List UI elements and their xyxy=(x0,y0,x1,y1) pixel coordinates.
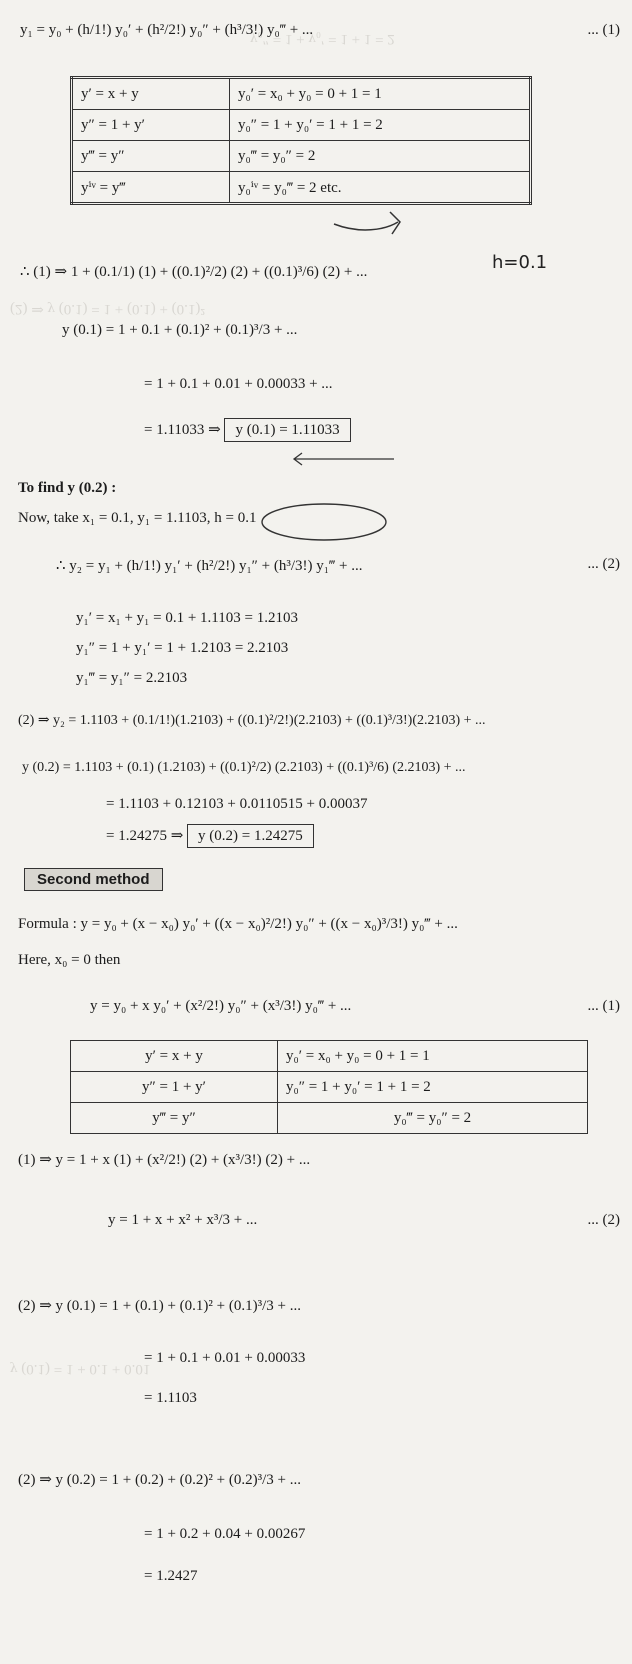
second-step-1: (1) ⇒ y = 1 + x (1) + (x²/2!) (2) + (x³/3!) (2) + ... xyxy=(18,1152,311,1168)
substitution-step-1: ∴ (1) ⇒ 1 + (0.1/1) (1) + ((0.1)²/2) (2) + ((0.1)³/6) (2) + ... xyxy=(20,264,368,280)
second-formula: Formula : y = y₀ + (x − x₀) y₀′ + ((x − x₀)²/2!) y₀″ + ((x − x₀)³/3!) y₀‴ + ... xyxy=(18,916,458,932)
handwritten-arrow-icon xyxy=(330,208,410,244)
handwritten-circle-icon xyxy=(258,500,390,544)
y01-line-3: = 1.11033 ⇒ y (0.1) = 1.11033 xyxy=(144,420,632,439)
bleed-through-text: y (0.1) = 1 + 0.1 + 0.01 xyxy=(10,1361,151,1377)
second-series: y = y₀ + x y₀′ + (x²/2!) y₀″ + (x³/3!) y₀‴ + ... xyxy=(90,998,352,1014)
second-y01-line-1: (2) ⇒ y (0.1) = 1 + (0.1) + (0.1)² + (0.1)³/3 + ... xyxy=(18,1298,301,1314)
table-row: y″ = 1 + y′ y₀″ = 1 + y₀′ = 1 + 1 = 2 xyxy=(71,1072,588,1103)
derivatives-table-1 xyxy=(70,76,532,205)
second-y01-line-3: = 1.1103 xyxy=(144,1390,197,1406)
find-y02-take: Now, take x₁ = 0.1, y₁ = 1.1103, h = 0.1 xyxy=(18,510,257,526)
y1-double-prime: y₁″ = 1 + y₁′ = 1 + 1.2103 = 2.2103 xyxy=(76,640,289,656)
table-row: y‴ = y″ y₀‴ = y₀″ = 2 xyxy=(71,1103,588,1134)
bleed-through-text: (2) ⇒ y (0.1) = 1 + (0.1) + (0.1)² xyxy=(10,301,205,317)
table-row: y′ = x + y y₀′ = x₀ + y₀ = 0 + 1 = 1 xyxy=(71,1041,588,1072)
y02-line-1: y (0.2) = 1.1103 + (0.1) (1.2103) + ((0.1)²/2) (2.2103) + ((0.1)³/6) (2.2103) + ... xyxy=(22,760,466,775)
derivatives-table-2 xyxy=(70,1040,588,1134)
y02-result-box: y (0.2) = 1.24275 xyxy=(187,824,314,848)
second-step-2: y = 1 + x + x² + x³/3 + ... xyxy=(108,1212,258,1228)
underline-arrow-icon xyxy=(290,452,400,466)
handwritten-h-note: h=0.1 xyxy=(492,252,548,273)
second-y02-line-2: = 1 + 0.2 + 0.04 + 0.00267 xyxy=(144,1526,306,1542)
y01-line-2: = 1 + 0.1 + 0.01 + 0.00033 + ... xyxy=(144,376,333,392)
y02-line-3: = 1.24275 ⇒ y (0.2) = 1.24275 xyxy=(106,826,632,845)
table-row: y‴ = y″ y₀‴ = y₀″ = 2 xyxy=(72,141,531,172)
table-row: y′ = x + y y₀′ = x₀ + y₀ = 0 + 1 = 1 xyxy=(72,78,531,110)
second-here: Here, x₀ = 0 then xyxy=(18,952,121,968)
second-method-label: Second method xyxy=(24,868,163,891)
y02-line-2: = 1.1103 + 0.12103 + 0.0110515 + 0.00037 xyxy=(106,796,368,812)
taylor-formula-1: y₁ = y₀ + (h/1!) y₀′ + (h²/2!) y₀″ + (h³/3!) y₀‴ + ... ... (1) xyxy=(20,22,620,38)
second-y01-line-2: = 1 + 0.1 + 0.01 + 0.00033 xyxy=(144,1350,306,1366)
y1-triple-prime: y₁‴ = y₁″ = 2.2103 xyxy=(76,670,188,686)
substitution-step-2: (2) ⇒ y₂ = 1.1103 + (0.1/1!)(1.2103) + ((0.1)²/2!)(2.2103) + ((0.1)³/3!)(2.2103) + ... xyxy=(18,713,486,728)
bleed-through-text: y₀″ = 1 + y₀′ = 1 + 1 = 2 xyxy=(250,31,395,47)
find-y02-heading: To find y (0.2) : xyxy=(18,480,117,496)
table-row: y″ = 1 + y′ y₀″ = 1 + y₀′ = 1 + 1 = 2 xyxy=(72,110,531,141)
y1-prime: y₁′ = x₁ + y₁ = 0.1 + 1.1103 = 1.2103 xyxy=(76,610,298,626)
textbook-page: y₀″ = 1 + y₀′ = 1 + 1 = 2 (2) ⇒ y (0.1) = 1 + (0.1) + (0.1)² y (0.1) = 1 + 0.1 + 0.01 y₁ = y₀ + (h/1!) y₀′ + (h²/2!) y₀″ + (h³/3!) y₀‴ + ... ... (1) y′ = x + y y₀′ = x₀ + y₀ = 0 + 1 = 1 y″ = 1 + y′ y₀″ = 1 + y₀′ = 1 + 1 = 2 y‴ = y″ y₀‴ = y₀″ = 2 yⁱᵛ = y‴ y₀ⁱᵛ = y₀‴ = 2 etc. h=0.1 ∴ (1) ⇒ 1 + (0.1/1) (1) + ((0.1)²/2) (2) + ((0.1)³/6) (2) + ... y (0.1) = 1 + 0.1 + (0.1)² + (0.1)³/3 + ... = 1 + 0.1 + 0.01 + 0.00033 + ... = 1.11033 ⇒ y (0.1) = 1.11033 To find y (0.2) : Now, take x₁ = 0.1, y₁ = 1.1103, h = 0.1 ∴ y₂ = y₁ + (h/1!) y₁′ + (h²/2!) y₁″ + (h³/3!) y₁‴ + ... ... (2) y₁′ = x₁ + y₁ = 0.1 + 1.1103 = 1.2103 y₁″ = 1 + y₁′ = 1 + 1.2103 = 2.2103 y₁‴ = y₁″ = 2.2103 (2) ⇒ y₂ = 1.1103 + (0.1/1!)(1.2103) + ((0.1)²/2!)(2.2103) + ((0.1)³/3!)(2.2103) + ... y (0.2) = 1.1103 + (0.1) (1.2103) + ((0.1)²/2) (2.2103) + ((0.1)³/6) (2.2103) + ... = 1.1103 + 0.12103 + 0.0110515 + 0.00037 = 1.24275 ⇒ y (0.2) = 1.24275 Second method Formula : y = y₀ + (x − x₀) y₀′ + ((x − x₀)²/2!) y₀″ + ((x − x₀)³/3!) y₀‴ + ... Here, x₀ = 0 then y = y₀ + x y₀′ + (x²/2!) y₀″ + (x³/3!) y₀‴ + ... ... (1) y′ = x + y y₀′ = x₀ + y₀ = 0 + 1 = 1 y″ = 1 + y′ y₀″ = 1 + y₀′ = 1 + 1 = 2 y‴ = y″ y₀‴ = y₀″ = 2 (1) ⇒ y = 1 + x (1) + (x²/2!) (2) + (x³/3!) (2) + ... y = 1 + x + x² + x³/3 + ... ... (2) (2) ⇒ y (0.1) = 1 + (0.1) + (0.1)² + (0.1)³/3 + ... = 1 + 0.1 + 0.01 + 0.00033 = 1.1103 (2) ⇒ y (0.2) = 1 + (0.2) + (0.2)² + (0.2)³/3 + ... = 1 + 0.2 + 0.04 + 0.00267 = 1.2427 xyxy=(0,0,632,1664)
y01-result-box: y (0.1) = 1.11033 xyxy=(224,418,350,442)
second-y02-line-1: (2) ⇒ y (0.2) = 1 + (0.2) + (0.2)² + (0.2)³/3 + ... xyxy=(18,1472,301,1488)
table-row: yⁱᵛ = y‴ y₀ⁱᵛ = y₀‴ = 2 etc. xyxy=(72,172,531,204)
y01-line-1: y (0.1) = 1 + 0.1 + (0.1)² + (0.1)³/3 + ... xyxy=(62,322,298,338)
taylor-formula-2: ∴ y₂ = y₁ + (h/1!) y₁′ + (h²/2!) y₁″ + (h³/3!) y₁‴ + ... xyxy=(56,558,363,574)
second-y02-line-3: = 1.2427 xyxy=(144,1568,198,1584)
